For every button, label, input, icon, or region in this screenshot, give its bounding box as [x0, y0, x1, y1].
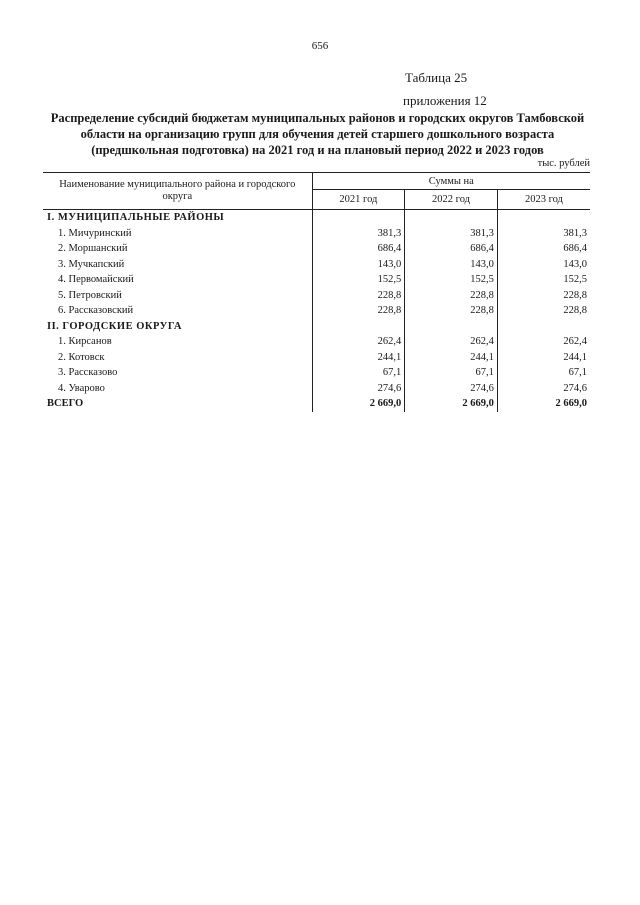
row-name: 2. Котовск [58, 351, 105, 363]
row-value-2021: 686,4 [312, 241, 405, 257]
row-value-2023: 228,8 [497, 303, 590, 319]
row-value-2022: 228,8 [405, 303, 498, 319]
total-row [43, 396, 590, 412]
row-value-2022: 152,5 [405, 272, 498, 288]
document-title: Распределение субсидий бюджетам муниципальных районов и городских округов Тамбовской области на организацию групп для обучения детей старшего дошкольного возраста (предшкольная подготовка) на 2021 год и на плановый период 2022 и 2023 годов [50, 111, 585, 157]
total-value-2021: 2 669,0 [312, 396, 405, 412]
row-value-2022: 381,3 [405, 226, 498, 242]
table-row [43, 226, 590, 242]
table-row [43, 350, 590, 366]
row-value-2022: 67,1 [405, 365, 498, 381]
row-value-2023: 143,0 [497, 257, 590, 273]
page-number: 656 [311, 40, 329, 52]
row-name: 3. Мучкапский [58, 258, 125, 270]
row-value-2022: 274,6 [405, 381, 498, 397]
total-value-2022: 2 669,0 [405, 396, 498, 412]
row-value-2021: 274,6 [312, 381, 405, 397]
row-value-2021: 152,5 [312, 272, 405, 288]
row-value-2021: 244,1 [312, 350, 405, 366]
row-value-2023: 244,1 [497, 350, 590, 366]
row-name: 5. Петровский [58, 289, 122, 301]
table-row [43, 257, 590, 273]
total-label: ВСЕГО [47, 398, 84, 410]
row-name: 4. Первомайский [58, 274, 134, 286]
row-value-2021: 143,0 [312, 257, 405, 273]
header-year-2021: 2021 год [312, 190, 405, 210]
table-row [43, 303, 590, 319]
row-value-2021: 228,8 [312, 303, 405, 319]
table-row [43, 334, 590, 350]
row-value-2023: 262,4 [497, 334, 590, 350]
row-value-2023: 274,6 [497, 381, 590, 397]
table-row [43, 365, 590, 381]
row-value-2023: 152,5 [497, 272, 590, 288]
row-value-2022: 143,0 [405, 257, 498, 273]
row-value-2023: 67,1 [497, 365, 590, 381]
header-name: Наименование муниципального района и городского округа [43, 173, 312, 210]
section-title: II. ГОРОДСКИЕ ОКРУГА [47, 320, 182, 332]
table-row [43, 381, 590, 397]
row-name: 1. Кирсанов [58, 336, 112, 348]
header-sums: Суммы на [312, 173, 590, 190]
row-value-2022: 262,4 [405, 334, 498, 350]
row-value-2023: 686,4 [497, 241, 590, 257]
units-label: тыс. рублей [537, 158, 590, 169]
row-value-2022: 244,1 [405, 350, 498, 366]
header-year-2023: 2023 год [497, 190, 590, 210]
total-value-2023: 2 669,0 [497, 396, 590, 412]
row-value-2021: 381,3 [312, 226, 405, 242]
row-value-2023: 228,8 [497, 288, 590, 304]
row-name: 2. Моршанский [58, 243, 128, 255]
row-value-2022: 686,4 [405, 241, 498, 257]
appendix-label: приложения 12 [403, 93, 487, 108]
row-name: 1. Мичуринский [58, 227, 132, 239]
row-value-2021: 228,8 [312, 288, 405, 304]
table-row [43, 288, 590, 304]
table-label: Таблица 25 [405, 70, 468, 85]
row-name: 4. Уварово [58, 382, 105, 394]
row-name: 3. Рассказово [58, 367, 118, 379]
section-row [43, 210, 590, 226]
section-title: I. МУНИЦИПАЛЬНЫЕ РАЙОНЫ [47, 212, 225, 224]
table-row [43, 241, 590, 257]
row-value-2021: 67,1 [312, 365, 405, 381]
section-row [43, 319, 590, 335]
row-value-2021: 262,4 [312, 334, 405, 350]
row-name: 6. Рассказовский [58, 305, 134, 317]
row-value-2023: 381,3 [497, 226, 590, 242]
subsidy-table [43, 172, 590, 412]
table-row [43, 272, 590, 288]
row-value-2022: 228,8 [405, 288, 498, 304]
header-year-2022: 2022 год [405, 190, 498, 210]
